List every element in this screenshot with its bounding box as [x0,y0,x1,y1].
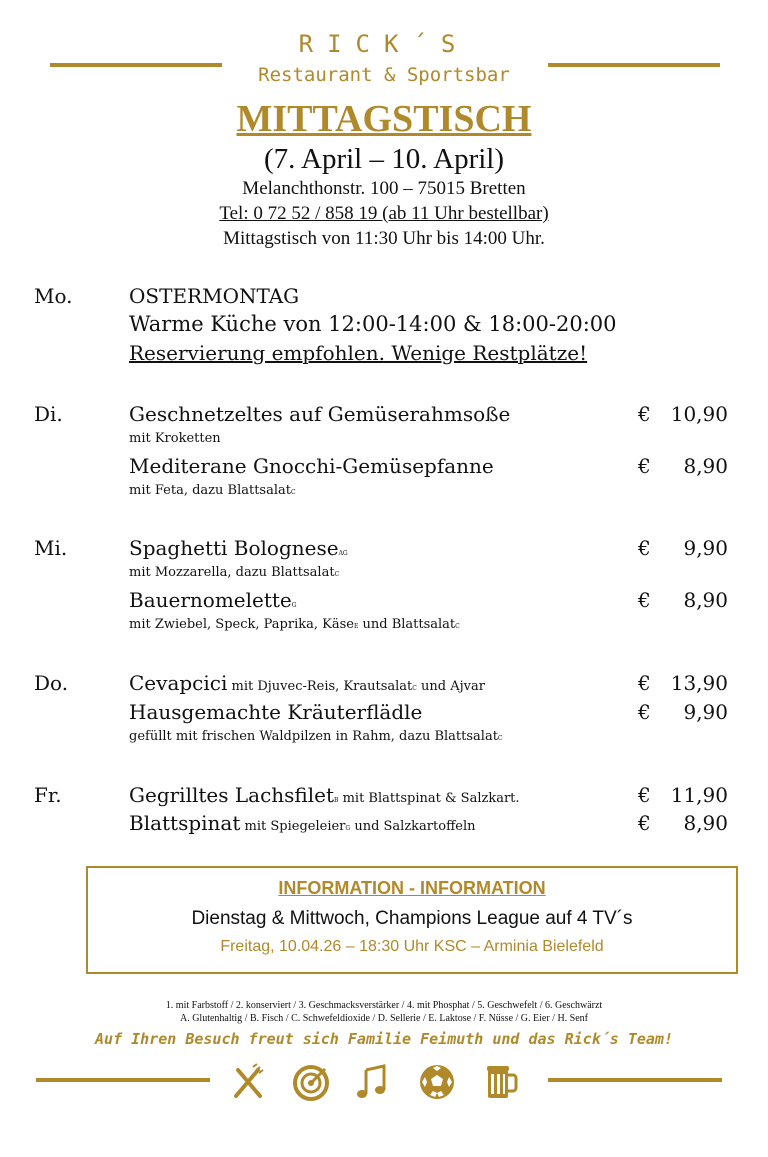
menu-item-price [638,402,728,426]
info-heading: INFORMATION - INFORMATION [278,878,546,898]
day-label-do: Do. [34,671,69,695]
currency: € [638,402,651,426]
allergen-code: G [291,602,297,609]
day-label-mo: Mo. [34,284,73,308]
mo-kitchen-hours: Warme Küche von 12:00-14:00 & 18:00-20:00 [129,312,617,336]
allergen-code: B [334,797,339,804]
menu-item-desc: gefüllt mit frischen Waldpilzen in Rahm, dazu BlattsalatC [129,729,503,744]
soccer-ball-icon [417,1062,457,1102]
info-line-2: Freitag, 10.04.26 – 18:30 Uhr KSC – Arminia Bielefeld [220,938,604,955]
price-value: 8,90 [683,588,728,612]
closing-message: Auf Ihren Besuch freut sich Familie Feimuth und das Rick´s Team! [95,1030,673,1048]
page-title: MITTAGSTISCH [236,98,532,140]
currency: € [638,700,651,724]
menu-item-price [638,536,728,560]
allergen-code: C [455,623,460,630]
menu-item-name: Geschnetzeltes auf Gemüserahmsoße [129,402,511,426]
brand-name: RICK´S [298,30,470,58]
allergen-code: G [345,825,351,832]
day-label-di: Di. [34,402,63,426]
price-value: 9,90 [683,700,728,724]
price-value: 10,90 [670,402,728,426]
menu-item-name: Cevapcici mit Djuvec-Reis, KrautsalatC und Ajvar [129,671,485,695]
mo-title: OSTERMONTAG [129,284,300,308]
allergen-code: C [412,685,417,692]
music-note-icon [354,1062,394,1102]
menu-item-name: Gegrilltes LachsfiletB mit Blattspinat & Salzkart. [129,783,520,807]
footnote-additives: 1. mit Farbstoff / 2. konserviert / 3. Geschmacksverstärker / 4. mit Phosphat / 5. Geschwefelt / 6. Geschwärzt [165,1000,603,1011]
price-value: 9,90 [683,536,728,560]
mo-reservation-note: Reservierung empfohlen. Wenige Restplätze! [129,341,588,365]
phone: Tel: 0 72 52 / 858 19 (ab 11 Uhr bestellbar) [219,203,549,224]
date-range: (7. April – 10. April) [263,143,505,175]
footer-icons [228,1060,520,1104]
brand-subtitle: Restaurant & Sportsbar [258,64,510,86]
currency: € [638,671,651,695]
currency: € [638,454,651,478]
menu-item-desc: mit Zwiebel, Speck, Paprika, KäseE und BlattsalatC [129,617,460,632]
currency: € [638,783,651,807]
beer-mug-icon [480,1062,520,1102]
cutlery-icon [228,1062,268,1102]
price-value: 11,90 [670,783,728,807]
allergen-code: C [290,489,296,496]
menu-item-price [638,588,728,612]
price-value: 13,90 [670,671,728,695]
allergen-code: C [497,735,503,742]
menu-item-name: BauernomeletteG [129,588,297,612]
price-value: 8,90 [683,811,728,835]
menu-item-name: Mediterane Gnocchi-Gemüsepfanne [129,454,494,478]
menu-item-price [638,671,728,695]
menu-item-name: Hausgemachte Kräuterflädle [129,700,423,724]
menu-item-name: Blattspinat mit SpiegeleierG und Salzkartoffeln [129,811,476,835]
day-label-mi: Mi. [34,536,68,560]
lunch-hours: Mittagstisch von 11:30 Uhr bis 14:00 Uhr. [223,228,545,249]
menu-item-desc: mit Mozzarella, dazu BlattsalatC [129,565,340,580]
menu-item-price [638,700,728,724]
footer-rule-left [36,1078,210,1082]
menu-item-price [638,454,728,478]
price-value: 8,90 [683,454,728,478]
menu-item-price [638,783,728,807]
menu-item-desc: mit Feta, dazu BlattsalatC [129,483,296,498]
allergen-code: E [353,623,359,630]
currency: € [638,811,651,835]
info-box [86,866,738,974]
currency: € [638,536,651,560]
address: Melanchthonstr. 100 – 75015 Bretten [242,178,526,199]
currency: € [638,588,651,612]
footer-rule-right [548,1078,722,1082]
info-line-1: Dienstag & Mittwoch, Champions League auf 4 TV´s [191,908,633,929]
menu-item-name: Spaghetti BologneseAG [129,536,348,560]
footnote-allergens: A. Glutenhaltig / B. Fisch / C. Schwefeldioxide / D. Sellerie / E. Laktose / F. Nüsse / G. Eier / H. Senf [179,1013,589,1024]
allergen-code: C [334,571,340,578]
menu-item-price [638,811,728,835]
day-label-fr: Fr. [34,783,62,807]
target-icon [291,1062,331,1102]
allergen-code: AG [338,550,348,557]
menu-item-desc: mit Kroketten [129,431,221,446]
